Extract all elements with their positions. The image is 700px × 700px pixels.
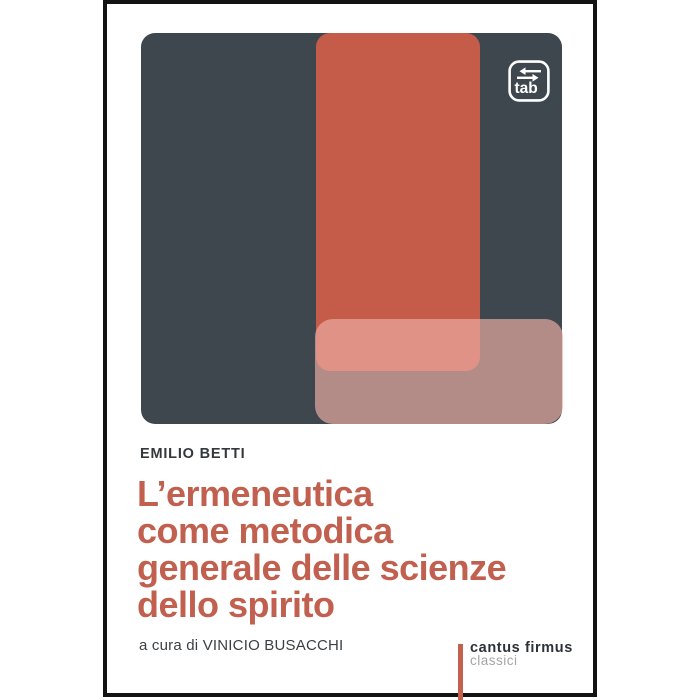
title-line-2: come metodica (137, 510, 393, 551)
artwork-pink-overlay (315, 319, 563, 424)
title-line-1: L’ermeneutica (137, 473, 373, 514)
title-line-3: generale delle scienze (137, 547, 507, 588)
tab-logo-text: tab (514, 80, 538, 97)
series-block (470, 642, 573, 666)
tab-publisher-logo (508, 60, 550, 102)
series-subname: classici (470, 653, 518, 668)
editor-credit: a cura di VINICIO BUSACCHI (139, 637, 344, 654)
title-line-4: dello spirito (137, 584, 335, 625)
author-name: EMILIO BETTI (140, 446, 246, 462)
series-accent-bar (458, 644, 463, 700)
series-name: cantus firmus (470, 640, 573, 656)
book-title (137, 475, 506, 623)
